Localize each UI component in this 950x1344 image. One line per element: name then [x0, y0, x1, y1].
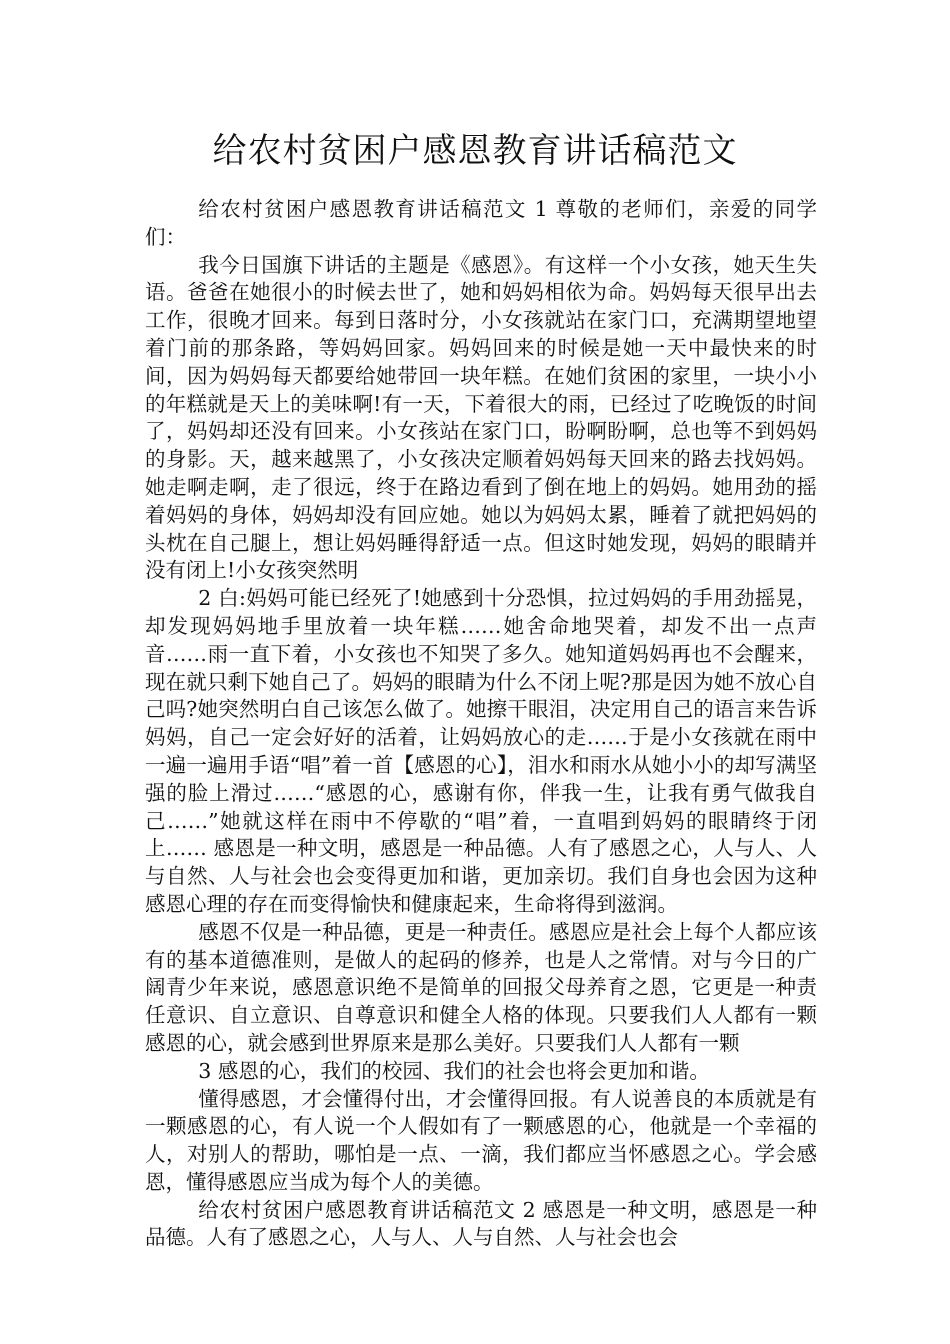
paragraph: 2 白:妈妈可能已经死了!她感到十分恐惧，拉过妈妈的手用劲摇晃，却发现妈妈地手里放着一块年糕……她舍命地哭着，却发不出一点声音……雨一直下着，小女孩也不知哭了多久。她知道妈妈再也不会醒来，现在就只剩下她自己了。妈妈的眼睛为什么不闭上呢?那是因为她不放心自己吗?她突然明白自己该怎么做了。她擦干眼泪，决定用自己的语言来告诉妈妈，自己一定会好好的活着，让妈妈放心的走……于是小女孩就在雨中一遍一遍用手语“唱”着一首【感恩的心】，泪水和雨水从她小小的却写满坚强的脸上滑过……“感恩的心，感谢有你，伴我一生，让我有勇气做我自己……”她就这样在雨中不停歇的“唱”着，一直唱到妈妈的眼睛终于闭上…… 感恩是一种文明，感恩是一种品德。人有了感恩之心，人与人、人与自然、人与社会也会变得更加和谐，更加亲切。我们自身也会因为这种感恩心理的存在而变得愉快和健康起来，生命将得到滋润。 [145, 586, 817, 916]
paragraph: 给农村贫困户感恩教育讲话稿范文 2 感恩是一种文明，感恩是一种品德。人有了感恩之心，人与人、人与自然、人与社会也会 [145, 1197, 817, 1250]
paragraph: 感恩不仅是一种品德，更是一种责任。感恩应是社会上每个人都应该有的基本道德准则，是做人的起码的修养，也是人之常情。对与今日的广阔青少年来说，感恩意识绝不是简单的回报父母养育之恩，它更是一种责任意识、自立意识、自尊意识和健全人格的体现。只要我们人人都有一颗感恩的心，就会感到世界原来是那么美好。只要我们人人都有一颗 [145, 919, 817, 1055]
paragraph: 懂得感恩，才会懂得付出，才会懂得回报。有人说善良的本质就是有一颗感恩的心，有人说一个人假如有了一颗感恩的心，他就是一个幸福的人，对别人的帮助，哪怕是一点、一滴，我们都应当怀感恩之心。学会感恩，懂得感恩应当成为每个人的美德。 [145, 1086, 817, 1194]
paragraph: 3 感恩的心，我们的校园、我们的社会也将会更加和谐。 [198, 1058, 710, 1083]
document-body [145, 196, 817, 1252]
paragraph: 我今日国旗下讲话的主题是《感恩》。有这样一个小女孩，她天生失语。爸爸在她很小的时候去世了，她和妈妈相依为命。妈妈每天很早出去工作，很晚才回来。每到日落时分，小女孩就站在家门口，充满期望地望着门前的那条路，等妈妈回家。妈妈回来的时候是她一天中最快来的时间，因为妈妈每天都要给她带回一块年糕。在她们贫困的家里，一块小小的年糕就是天上的美味啊!有一天，下着很大的雨，已经过了吃晚饭的时间了，妈妈却还没有回来。小女孩站在家门口，盼啊盼啊，总也等不到妈妈的身影。天，越来越黑了，小女孩决定顺着妈妈每天回来的路去找妈妈。她走啊走啊，走了很远，终于在路边看到了倒在地上的妈妈。她用劲的摇着妈妈的身体，妈妈却没有回应她。她以为妈妈太累，睡着了就把妈妈的头枕在自己腿上，想让妈妈睡得舒适一点。但这时她发现，妈妈的眼睛并没有闭上!小女孩突然明 [145, 252, 817, 583]
paragraph: 给农村贫困户感恩教育讲话稿范文 1 尊敬的老师们，亲爱的同学们： [145, 197, 817, 249]
document-title: 给农村贫困户感恩教育讲话稿范文 [212, 131, 738, 171]
